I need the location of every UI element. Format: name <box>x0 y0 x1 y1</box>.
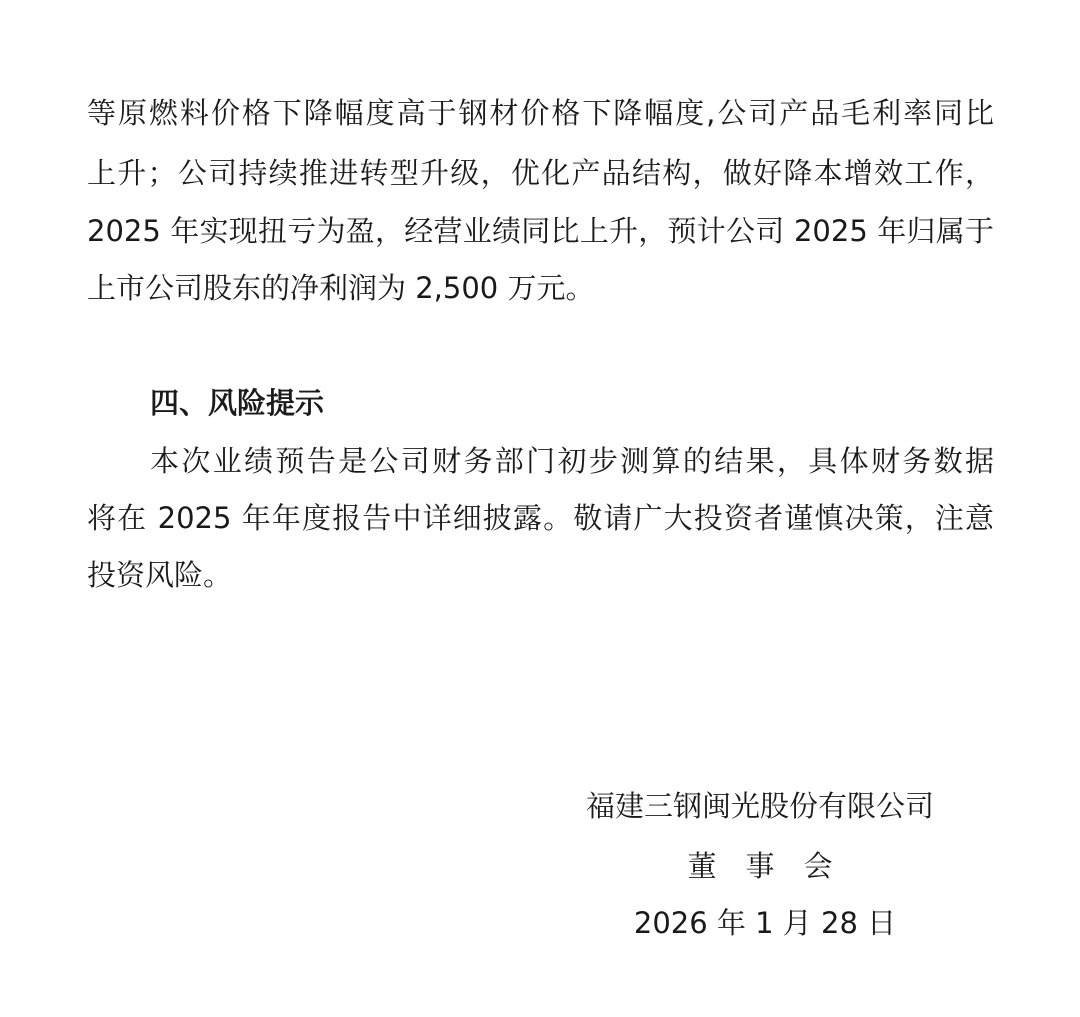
signature-date: 2026 年 1 月 28 日 <box>633 906 897 940</box>
signature-company: 福建三钢闽光股份有限公司 <box>585 789 934 823</box>
signature-board: 董 事 会 <box>687 849 833 883</box>
paragraph-line: 上市公司股东的净利润为 2,500 万元。 <box>87 271 595 305</box>
paragraph-line: 投资风险。 <box>87 558 233 592</box>
paragraph-line: 等原燃料价格下降幅度高于钢材价格下降幅度,公司产品毛利率同比 <box>87 96 994 130</box>
paragraph-line: 本次业绩预告是公司财务部门初步测算的结果，具体财务数据 <box>150 444 994 478</box>
paragraph-line: 将在 2025 年年度报告中详细披露。敬请广大投资者谨慎决策，注意 <box>87 501 994 535</box>
paragraph-line: 2025 年实现扭亏为盈，经营业绩同比上升，预计公司 2025 年归属于 <box>87 214 994 248</box>
paragraph-line: 上升；公司持续推进转型升级，优化产品结构，做好降本增效工作， <box>87 156 994 190</box>
section-heading: 四、风险提示 <box>150 386 325 420</box>
